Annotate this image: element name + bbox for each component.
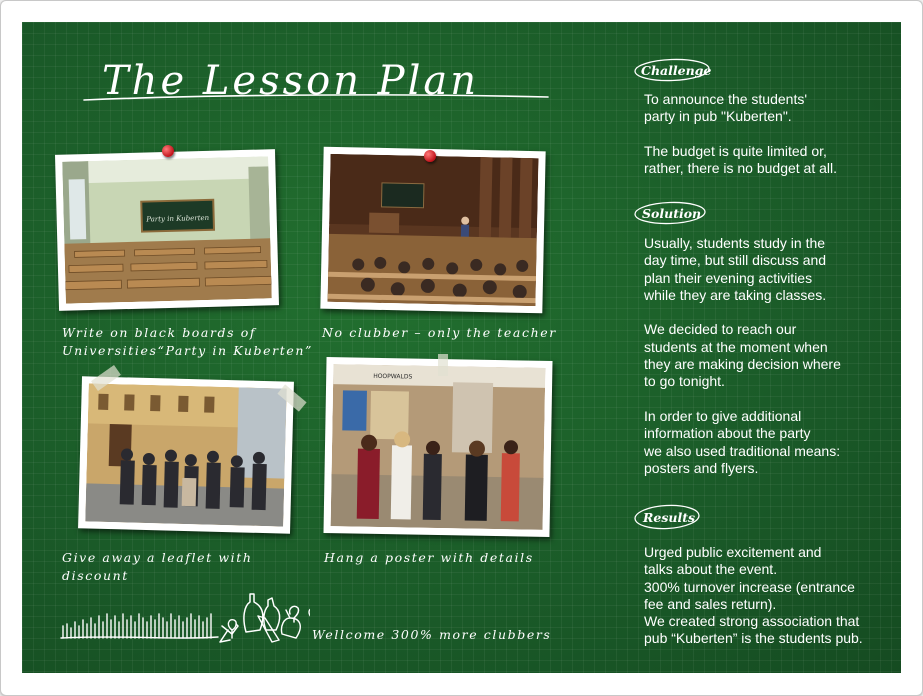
blackboard-writing: Party in Kuberten: [146, 213, 210, 224]
challenge-label: Challenge: [632, 57, 712, 83]
photo-lecture-hall: [320, 147, 545, 314]
page-title: The Lesson Plan: [102, 58, 479, 104]
photo-empty-classroom: [55, 149, 279, 311]
red-pin-icon: [162, 145, 174, 157]
title-underline: [82, 90, 552, 104]
tape-strip: [438, 354, 448, 376]
lecture-hall-picture: [327, 154, 538, 306]
store-sign: HOOPWALDS: [373, 372, 413, 381]
solution-label: Solution: [632, 200, 708, 226]
caption-teacher: No clubber – only the teacher: [322, 325, 557, 340]
results-label: Results: [632, 503, 702, 531]
red-pin-icon: [424, 150, 436, 162]
caption-poster: Hang a poster with details: [324, 550, 534, 565]
caption-blackboards: Write on black boards of Universities“Party in Kuberten”: [62, 325, 313, 358]
chalk-bottles-doodle: [218, 590, 308, 644]
street-picture: [85, 383, 287, 526]
hallway-picture: [331, 364, 546, 530]
challenge-text: To announce the students' party in pub "Kuberten". The budget is quite limited or, rather, there is no budget at all.: [644, 91, 838, 177]
results-text: Urged public excitement and talks about the event. 300% turnover increase (entrance fee and sales return). We created strong association that pub “Kuberten” is the students pub.: [644, 544, 863, 647]
solution-text: Usually, students study in the day time, but still discuss and plan their evening activities while they are taking classes. We decided to reach our students at the moment when they are making decision where to go tonight. In order to give additional information about the party we also used traditional means: posters and flyers.: [644, 235, 841, 476]
chalkboard: [22, 22, 901, 673]
classroom-picture: [62, 156, 272, 303]
caption-leaflet: Give away a leaflet with discount: [62, 550, 253, 583]
footer-note: Wellcome 300% more clubbers: [312, 627, 552, 642]
photo-students-outside: [78, 376, 294, 533]
photo-poster-hallway: [323, 357, 552, 537]
